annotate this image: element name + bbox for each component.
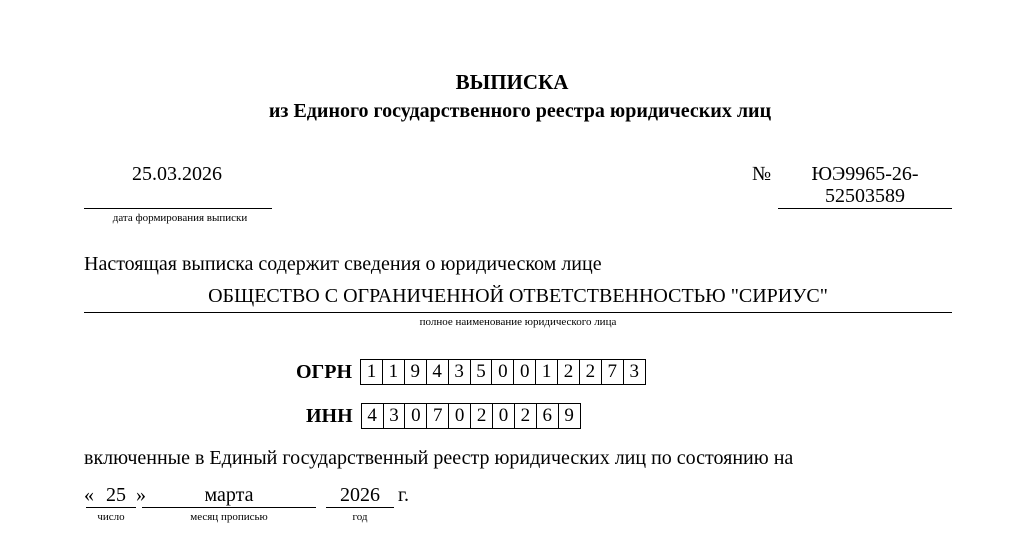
inn-digit: 2 xyxy=(515,403,537,429)
inn-digit-cells xyxy=(361,403,581,429)
quote-close: » xyxy=(136,484,146,506)
ogrn-digit: 4 xyxy=(427,359,449,385)
document-title: ВЫПИСКА xyxy=(455,70,569,94)
ogrn-row xyxy=(296,359,646,385)
status-year: 2026 xyxy=(340,484,380,506)
ogrn-digit: 1 xyxy=(383,359,405,385)
inn-digit: 9 xyxy=(559,403,581,429)
inn-row xyxy=(306,403,581,429)
entity-full-name: ОБЩЕСТВО С ОГРАНИЧЕННОЙ ОТВЕТСТВЕННОСТЬЮ "СИРИУС" xyxy=(208,285,828,307)
month-underline xyxy=(142,507,316,508)
inn-label: ИНН xyxy=(306,404,353,427)
entity-intro-text: Настоящая выписка содержит сведения о юридическом лице xyxy=(84,253,602,275)
ogrn-digit: 1 xyxy=(536,359,558,385)
extract-number-underline xyxy=(778,208,952,209)
entity-name-caption: полное наименование юридического лица xyxy=(419,316,617,328)
inn-digit: 7 xyxy=(427,403,449,429)
ogrn-digit: 7 xyxy=(602,359,624,385)
ogrn-digit: 3 xyxy=(624,359,646,385)
quote-open: « xyxy=(84,484,94,506)
inn-digit: 4 xyxy=(362,403,384,429)
day-underline xyxy=(86,507,136,508)
document-subtitle: из Единого государственного реестра юридических лиц xyxy=(268,100,772,122)
day-caption: число xyxy=(97,511,125,523)
status-day: 25 xyxy=(106,484,126,506)
ogrn-digit: 0 xyxy=(492,359,514,385)
extract-number: ЮЭ9965-26-52503589 xyxy=(811,163,919,207)
inn-digit: 0 xyxy=(449,403,471,429)
inn-digit: 2 xyxy=(471,403,493,429)
ogrn-digit: 1 xyxy=(361,359,383,385)
ogrn-digit-cells xyxy=(360,359,646,385)
extract-date-underline xyxy=(84,208,272,209)
extract-date: 25.03.2026 xyxy=(132,163,222,185)
year-suffix: г. xyxy=(398,484,409,506)
status-month: марта xyxy=(204,484,254,506)
ogrn-digit: 0 xyxy=(514,359,536,385)
inn-digit: 6 xyxy=(537,403,559,429)
entity-name-underline xyxy=(84,312,952,313)
month-caption: месяц прописью xyxy=(190,511,268,523)
year-underline xyxy=(326,507,394,508)
ogrn-digit: 3 xyxy=(449,359,471,385)
ogrn-label: ОГРН xyxy=(296,360,353,383)
number-sign: № xyxy=(752,163,772,185)
ogrn-digit: 2 xyxy=(558,359,580,385)
ogrn-digit: 2 xyxy=(580,359,602,385)
inn-digit: 0 xyxy=(405,403,427,429)
ogrn-digit: 9 xyxy=(405,359,427,385)
ogrn-digit: 5 xyxy=(471,359,493,385)
inn-digit: 3 xyxy=(384,403,406,429)
year-caption: год xyxy=(352,511,368,523)
extract-date-caption: дата формирования выписки xyxy=(112,212,248,224)
inn-digit: 0 xyxy=(493,403,515,429)
registry-status-text: включенные в Единый государственный реестр юридических лиц по состоянию на xyxy=(84,447,794,469)
